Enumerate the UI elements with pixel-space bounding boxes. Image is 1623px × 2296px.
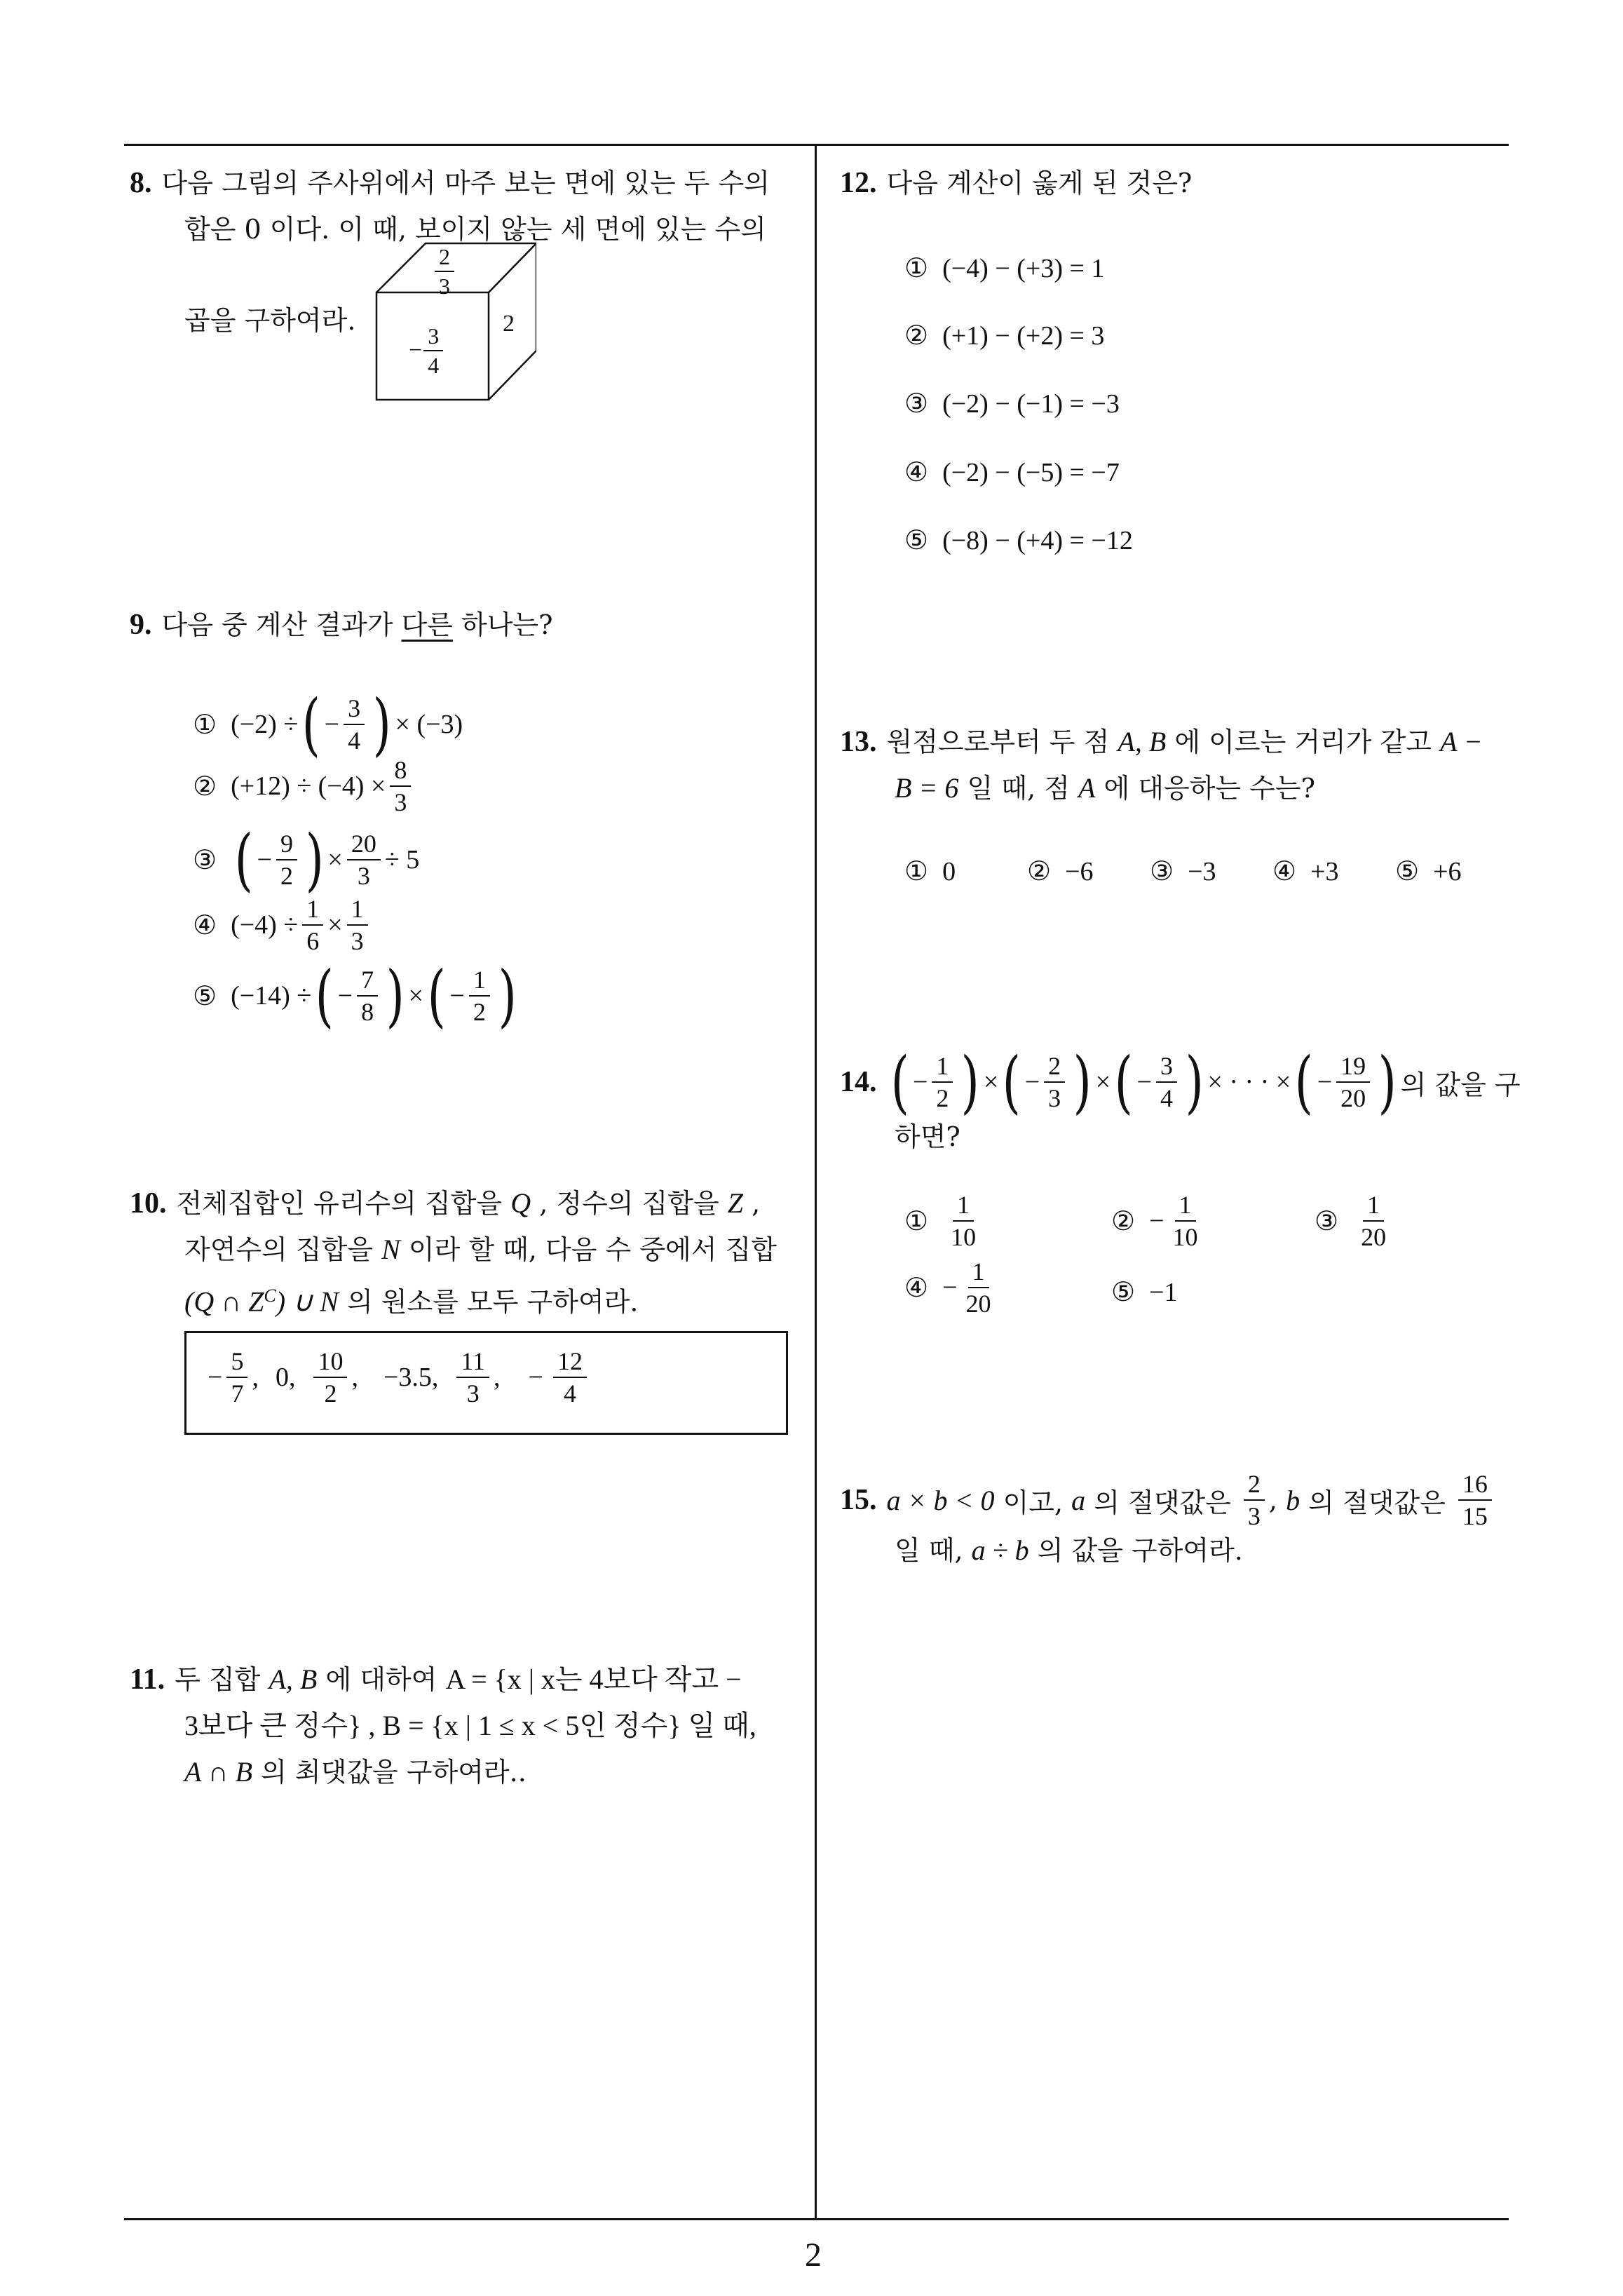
question-text: 합은 0 이다. 이 때, 보이지 않는 세 면에 있는 수의: [184, 214, 766, 245]
q9-option-2[interactable]: ② (+12) ÷ (−4) × $\frac{8}{3}$: [193, 757, 415, 815]
q12-option-3[interactable]: ③ (−2) − (−1) = −3: [904, 389, 1120, 419]
q14-option-1[interactable]: ① 1 10: [904, 1191, 977, 1251]
q13-option-3[interactable]: ③ −3: [1150, 856, 1216, 886]
question-9: 9. 다음 중 계산 결과가 다른 하나는?: [130, 609, 553, 641]
question-number: 9.: [130, 609, 152, 641]
question-14: 14. ( − 1 2 ) × ( − 2 3 ) × ( − 3 4 ) × · · · × ( − 19 20 ) 의 값을 구: [840, 1043, 1521, 1121]
q14-option-2[interactable]: ② − $\frac{1}{10}$: [1111, 1191, 1198, 1251]
question-15: 15. a × b < 0 이고, a 의 절댓값은 2 3 , b 의 절댓값은 16 15: [840, 1471, 1496, 1529]
number-set-box: [184, 1331, 788, 1435]
q12-option-4[interactable]: ④ (−2) − (−5) = −7: [904, 457, 1120, 487]
question-number: 8.: [130, 167, 152, 199]
question-14-line2: 하면?: [895, 1121, 960, 1152]
question-number: 15.: [840, 1484, 877, 1516]
question-text: 다음 그림의 주사위에서 마주 보는 면에 있는 두 수의: [161, 168, 770, 198]
dice-figure: [375, 242, 536, 403]
column-divider: [815, 145, 817, 2220]
q9-option-4[interactable]: ④ (−4) ÷ $\frac{1}{6}$ × $\frac{1}{3}$: [193, 896, 372, 954]
question-8: [130, 160, 803, 252]
question-11: 11. 두 집합 A, B 에 대하여 A = {x | x는 4보다 작고 − 3보다 큰 정수} , B = {x | 1 ≤ x < 5인 정수} 일 때, A ∩ B 의 최댓값을 구하여라..: [130, 1663, 756, 1788]
number-set: − 5 7 , 0, 10 2 , −3.5, 11 3 , − $\frac{12}{4}$: [208, 1349, 591, 1406]
question-13: 13. 원점으로부터 두 점 A, B 에 이르는 거리가 같고 A − B = 6 일 때, 점 A 에 대응하는 수는?: [840, 726, 1483, 804]
q12-option-1[interactable]: ① (−4) − (+3) = 1: [904, 253, 1105, 283]
q13-option-1[interactable]: ① 0: [904, 856, 956, 886]
underlined-word: 다른: [401, 609, 453, 640]
question-12: 12. 다음 계산이 옳게 된 것은?: [840, 167, 1193, 199]
front-face-value: − $\frac{3}{4}$: [409, 325, 443, 377]
q13-option-4[interactable]: ④ +3: [1272, 856, 1339, 886]
question-number: 11.: [130, 1663, 165, 1696]
question-10: 10. 전체집합인 유리수의 집합을 Q , 정수의 집합을 Z , 자연수의 집합을 N 이라 할 때, 다음 수 중에서 집합 (Q ∩ $Z^C$) ∪ N 의 원소를 모두 구하여라.: [130, 1187, 777, 1318]
page-number: 2: [805, 2236, 822, 2274]
question-number: 13.: [840, 726, 877, 758]
question-number: 10.: [130, 1187, 167, 1220]
q14-option-4[interactable]: ④ − $\frac{1}{20}$: [904, 1257, 991, 1318]
q12-option-2[interactable]: ② (+1) − (+2) = 3: [904, 320, 1105, 351]
q9-option-1[interactable]: ① (−2) ÷ ( − 3 4 ) × (−3): [193, 685, 463, 764]
question-number: 12.: [840, 167, 877, 199]
q14-option-3[interactable]: ③ 1 20: [1315, 1191, 1387, 1251]
question-8-line3: 곱을 구하여라.: [184, 305, 356, 336]
q14-option-5[interactable]: ⑤ −1: [1111, 1277, 1178, 1307]
q9-option-3[interactable]: ③ ( − 9 2 ) × $\frac{20}{3}$ ÷ 5: [193, 821, 420, 899]
question-number: 14.: [840, 1066, 877, 1098]
q9-option-5[interactable]: ⑤ (−14) ÷ ( − 7 8 ) × ( − 1 2 ): [193, 957, 517, 1035]
q13-option-5[interactable]: ⑤ +6: [1395, 856, 1462, 886]
q13-option-2[interactable]: ② −6: [1027, 856, 1094, 886]
side-face-value: 2: [503, 311, 515, 337]
top-face-fraction: $\frac{2}{3}$: [435, 245, 454, 297]
q12-option-5[interactable]: ⑤ (−8) − (+4) = −12: [904, 525, 1133, 555]
question-15-line2: 일 때, a ÷ b 의 값을 구하여라.: [895, 1534, 1243, 1566]
bottom-rule: [124, 2218, 1509, 2220]
